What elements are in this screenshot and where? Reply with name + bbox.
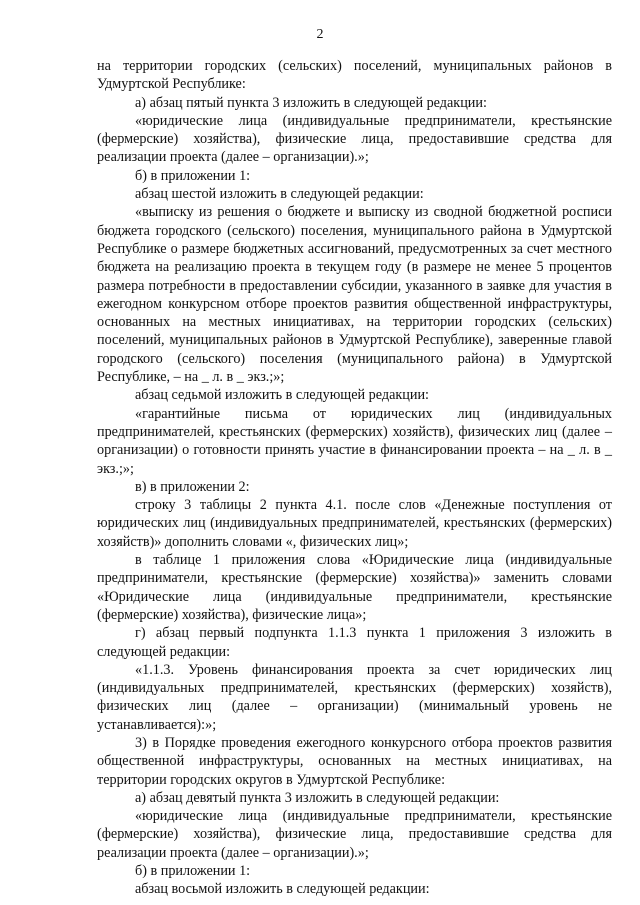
paragraph-15: а) абзац девятый пункта 3 изложить в следующей редакции: [135, 789, 500, 806]
paragraph-4: б) в приложении 1: [135, 167, 251, 184]
document-body [97, 57, 612, 899]
paragraph-7: абзац седьмой изложить в следующей редакции: [135, 387, 430, 404]
paragraph-2: а) абзац пятый пункта 3 изложить в следующей редакции: [135, 94, 487, 111]
paragraph-3: «юридические лица (индивидуальные предприниматели, крестьянские (фермерские) хозяйства), физические лица, предоставившие средства для реализации проекта (далее – организации).»; [97, 112, 612, 166]
paragraph-14: 3) в Порядке проведения ежегодного конкурсного отбора проектов развития общественной инфраструктуры, основанных на местных инициативах, на территории городских округов в Удмуртской Республике: [97, 734, 612, 788]
paragraph-5: абзац шестой изложить в следующей редакции: [135, 186, 424, 203]
paragraph-8: «гарантийные письма от юридических лиц (индивидуальных предпринимателей, крестьянских (фермерских) хозяйств), физических лиц (далее – организации) о готовности принять участие в финансировании проекта – на _ л. в _ экз.;»; [97, 405, 612, 477]
paragraph-9: в) в приложении 2: [135, 478, 250, 495]
paragraph-18: абзац восьмой изложить в следующей редакции: [135, 881, 430, 898]
page-number: 2 [316, 27, 324, 42]
paragraph-11: в таблице 1 приложения слова «Юридические лица (индивидуальные предприниматели, крестьянские (фермерские) хозяйства)» заменить словами «Юридические лица (индивидуальные предприниматели, крестьянские (фермерские) хозяйства), физические лица»; [97, 552, 612, 623]
paragraph-12: г) абзац первый подпункта 1.1.3 пункта 1 приложения 3 изложить в следующей редакции: [97, 625, 612, 660]
paragraph-1: на территории городских (сельских) поселений, муниципальных районов в Удмуртской Республике: [97, 58, 612, 93]
paragraph-17: б) в приложении 1: [135, 863, 251, 880]
paragraph-13: «1.1.3. Уровень финансирования проекта за счет юридических лиц (индивидуальных предпринимателей, крестьянских (фермерских) хозяйств), физических лиц (далее – организации) (минимальный уровень не устанавливается):»; [97, 661, 612, 733]
paragraph-16: «юридические лица (индивидуальные предприниматели, крестьянские (фермерские) хозяйства), физические лица, предоставившие средства для реализации проекта (далее – организации).»; [97, 808, 612, 861]
paragraph-10: строку 3 таблицы 2 пункта 4.1. после слов «Денежные поступления от юридических лиц (индивидуальных предпринимателей, крестьянских (фермерских) хозяйств)» дополнить словами «, физических лиц»; [97, 497, 612, 550]
paragraph-6: «выписку из решения о бюджете и выписку из сводной бюджетной росписи бюджета городского (сельского) поселения, муниципального района в Удмуртской Республике о размере бюджетных ассигнований, предусмотренных за счет местного бюджета на реализацию проекта в текущем году (в размере не менее 5 процентов размера потребности в предоставлении субсидии, указанного в заявке для участия в ежегодном конкурсном отборе проектов развития общественной инфраструктуры, основанных на местных инициативах, на территории городских (сельских) поселений, муниципальных районов в Удмуртской Республике), заверенные главой городского (сельского) поселения (муниципального района) в Удмуртской Республике, – на _ л. в _ экз.;»; [97, 204, 612, 386]
